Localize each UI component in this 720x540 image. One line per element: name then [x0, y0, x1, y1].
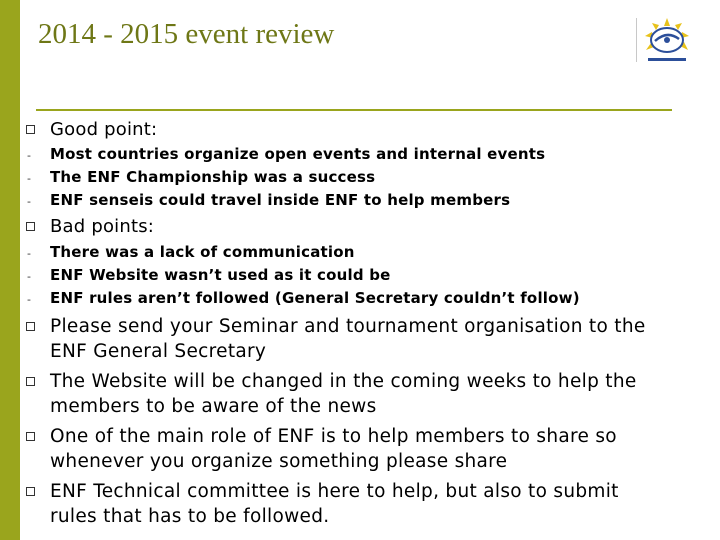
dash-bullet: - — [27, 270, 31, 283]
note-line: members to be aware of the news — [50, 396, 377, 417]
square-bullet-icon — [26, 222, 35, 231]
note-line: Please send your Seminar and tournament organisation to the — [50, 316, 646, 337]
dash-bullet: - — [27, 195, 31, 208]
square-bullet-icon — [26, 432, 35, 441]
section-heading: Bad points: — [50, 216, 155, 237]
square-bullet-icon — [26, 322, 35, 331]
dash-bullet: - — [27, 293, 31, 306]
list-item: Most countries organize open events and internal events — [50, 145, 546, 163]
note-line: ENF General Secretary — [50, 341, 267, 362]
dash-bullet: - — [27, 149, 31, 162]
square-bullet-icon — [26, 487, 35, 496]
note-line: ENF Technical committee is here to help, but also to submit — [50, 481, 619, 502]
slide-title: 2014 - 2015 event review — [38, 18, 335, 50]
logo-divider — [636, 18, 637, 62]
enf-logo-icon — [640, 14, 694, 66]
list-item: ENF rules aren’t followed (General Secretary couldn’t follow) — [50, 289, 580, 307]
list-item: There was a lack of communication — [50, 243, 355, 261]
list-item: ENF Website wasn’t used as it could be — [50, 266, 391, 284]
note-line: rules that has to be followed. — [50, 506, 330, 527]
square-bullet-icon — [26, 377, 35, 386]
title-underline — [36, 109, 672, 111]
list-item: The ENF Championship was a success — [50, 168, 376, 186]
square-bullet-icon — [26, 125, 35, 134]
left-accent-bar — [0, 0, 20, 540]
note-line: One of the main role of ENF is to help members to share so — [50, 426, 617, 447]
dash-bullet: - — [27, 247, 31, 260]
note-line: whenever you organize something please share — [50, 451, 508, 472]
dash-bullet: - — [27, 172, 31, 185]
list-item: ENF senseis could travel inside ENF to help members — [50, 191, 511, 209]
note-line: The Website will be changed in the coming weeks to help the — [50, 371, 637, 392]
section-heading: Good point: — [50, 119, 158, 140]
